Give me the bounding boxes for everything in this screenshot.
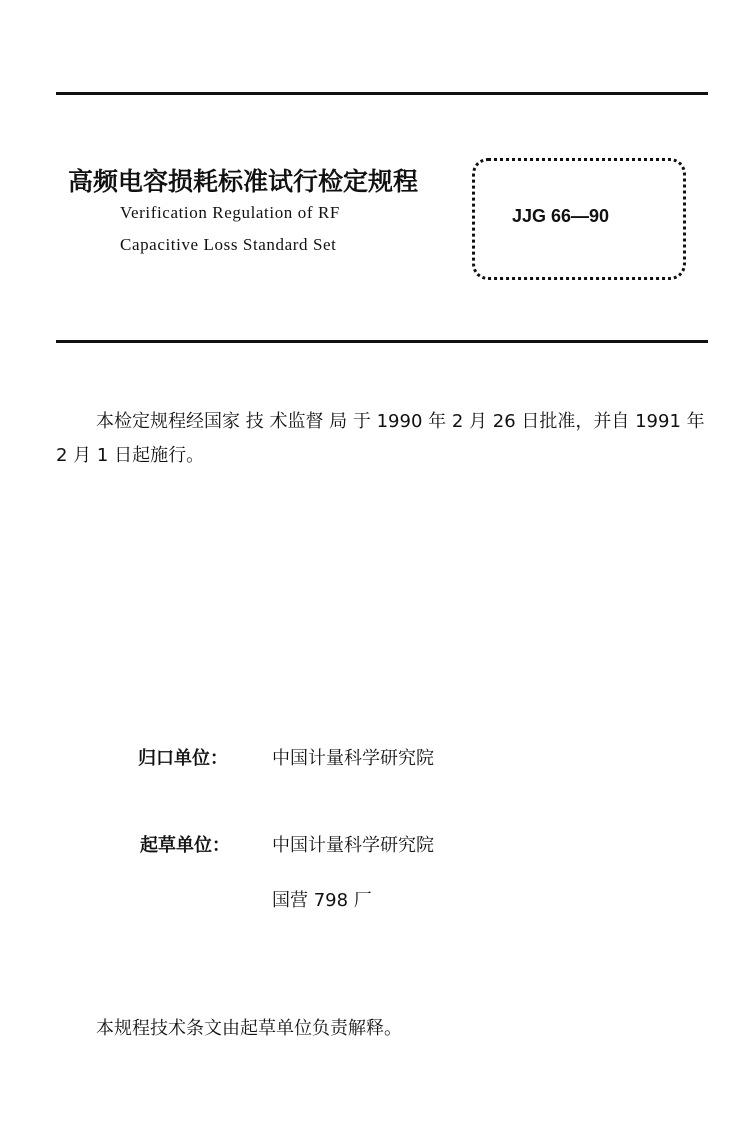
regulation-code: JJG 66—90: [512, 206, 610, 226]
interpretation-note: 本规程技术条文由起草单位负责解释。: [96, 1018, 402, 1039]
drafting-unit-label: 起草单位：: [140, 835, 230, 856]
responsible-unit-label: 归口单位：: [138, 748, 228, 769]
bottom-rule: [56, 340, 708, 343]
document-title-english-line1: Verification Regulation of RF: [120, 203, 340, 222]
responsible-unit-value: 中国计量科学研究院: [272, 748, 434, 769]
approval-paragraph: 本检定规程经国家 技 术监督 局 于 1990 年 2 月 26 日批准，并自 1991 年 2 月 1 日起施行。: [56, 411, 705, 466]
drafting-unit-value-1: 中国计量科学研究院: [272, 835, 434, 856]
drafting-unit-value-2: 国营 798 厂: [272, 890, 372, 911]
document-title-english-line2: Capacitive Loss Standard Set: [120, 235, 337, 254]
document-title-chinese: 高频电容损耗标准试行检定规程: [68, 167, 419, 196]
top-rule: [56, 92, 708, 95]
